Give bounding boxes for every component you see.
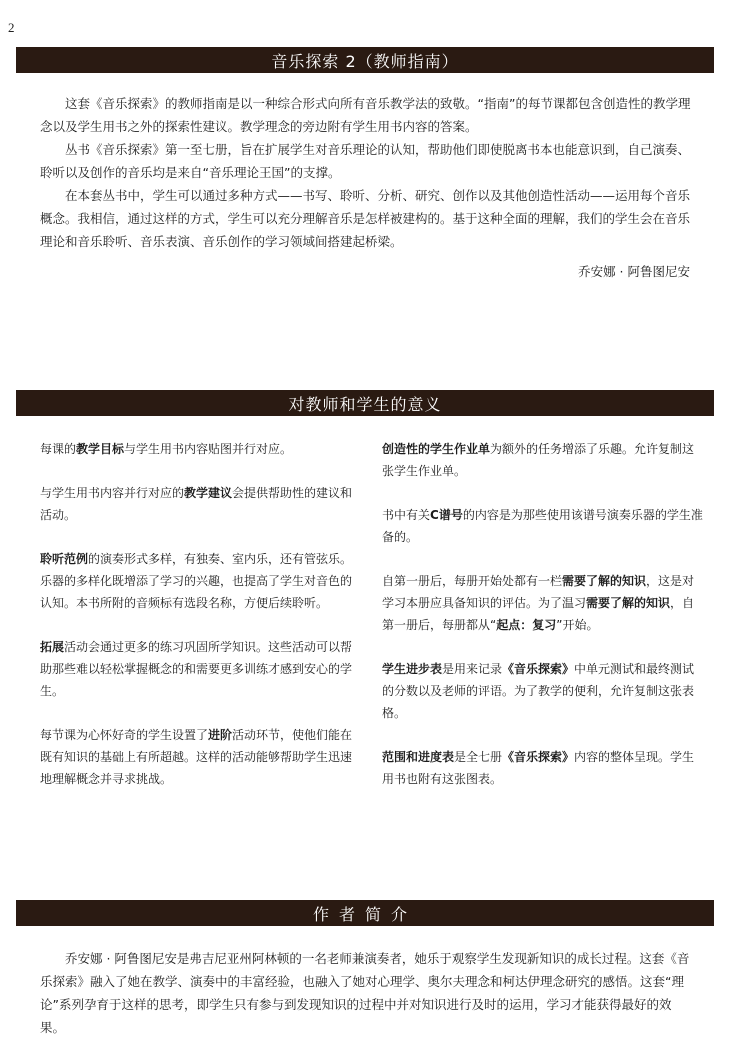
- author-bio: [40, 947, 692, 1039]
- feature-item: 范围和进度表是全七册《音乐探索》内容的整体呈现。学生用书也附有这张图表。: [382, 750, 695, 786]
- section-title-meaning: 对教师和学生的意义: [16, 390, 714, 416]
- feature-item: 与学生用书内容并行对应的教学建议会提供帮助性的建议和活动。: [40, 486, 353, 522]
- right-column: [382, 438, 704, 812]
- feature-item: 创造性的学生作业单为额外的任务增添了乐趣。允许复制这张学生作业单。: [382, 442, 695, 478]
- intro-paragraph: 丛书《音乐探索》第一至七册，旨在扩展学生对音乐理论的认知，帮助他们即使脱离书本也能意识到，自己演奏、聆听以及创作的音乐均是来自“音乐理论王国”的支撑。: [40, 142, 691, 180]
- intro-paragraph: 这套《音乐探索》的教师指南是以一种综合形式向所有音乐教学法的致敬。“指南”的每节课都包含创造性的教学理念以及学生用书之外的探索性建议。教学理念的旁边附有学生用书内容的答案。: [40, 96, 691, 134]
- feature-item: 每节课为心怀好奇的学生设置了进阶活动环节，使他们能在既有知识的基础上有所超越。这样的活动能够帮助学生迅速地理解概念并寻求挑战。: [40, 728, 353, 786]
- left-column: [40, 438, 362, 812]
- feature-item: 书中有关C谱号的内容是为那些使用该谱号演奏乐器的学生准备的。: [382, 508, 703, 544]
- feature-item: 拓展活动会通过更多的练习巩固所学知识。这些活动可以帮助那些难以轻松掌握概念的和需要更多训练才感到安心的学生。: [40, 640, 353, 698]
- intro-paragraph: 在本套丛书中，学生可以通过多种方式——书写、聆听、分析、研究、创作以及其他创造性活动——运用每个音乐概念。我相信，通过这样的方式，学生可以充分理解音乐是怎样被建构的。基于这种全面的理解，我们的学生会在音乐理论和音乐聆听、音乐表演、音乐创作的学习领域间搭建起桥梁。: [40, 188, 691, 249]
- section-title-guide: 音乐探索 2（教师指南）: [16, 47, 714, 73]
- feature-item: 聆听范例的演奏形式多样，有独奏、室内乐，还有管弦乐。乐器的多样化既增添了学习的兴趣，也提高了学生对音色的认知。本书所附的音频标有选段名称，方便后续聆听。: [40, 552, 353, 610]
- author-bio-paragraph: 乔安娜 · 阿鲁图尼安是弗吉尼亚州阿林顿的一名老师兼演奏者，她乐于观察学生发现新知识的成长过程。这套《音乐探索》融入了她在教学、演奏中的丰富经验，也融入了她对心理学、奥尔夫理念和柯达伊理念研究的感悟。这套“理论”系列孕育于这样的思考，即学生只有参与到发现知识的过程中并对知识进行及时的运用，学习才能获得最好的效果。: [40, 951, 690, 1035]
- section-title-author: 作者简介: [16, 900, 714, 926]
- feature-item: 学生进步表是用来记录《音乐探索》中单元测试和最终测试的分数以及老师的评语。为了教学的便利，允许复制这张表格。: [382, 662, 695, 720]
- feature-item: 每课的教学目标与学生用书内容贴图并行对应。: [40, 442, 293, 456]
- author-signature: 乔安娜 · 阿鲁图尼安: [578, 264, 690, 279]
- page-number: 2: [8, 20, 15, 35]
- feature-item: 自第一册后，每册开始处都有一栏需要了解的知识，这是对学习本册应具备知识的评估。为了温习需要了解的知识，自第一册后，每册都从“起点：复习”开始。: [382, 574, 695, 632]
- intro-text: [40, 92, 692, 253]
